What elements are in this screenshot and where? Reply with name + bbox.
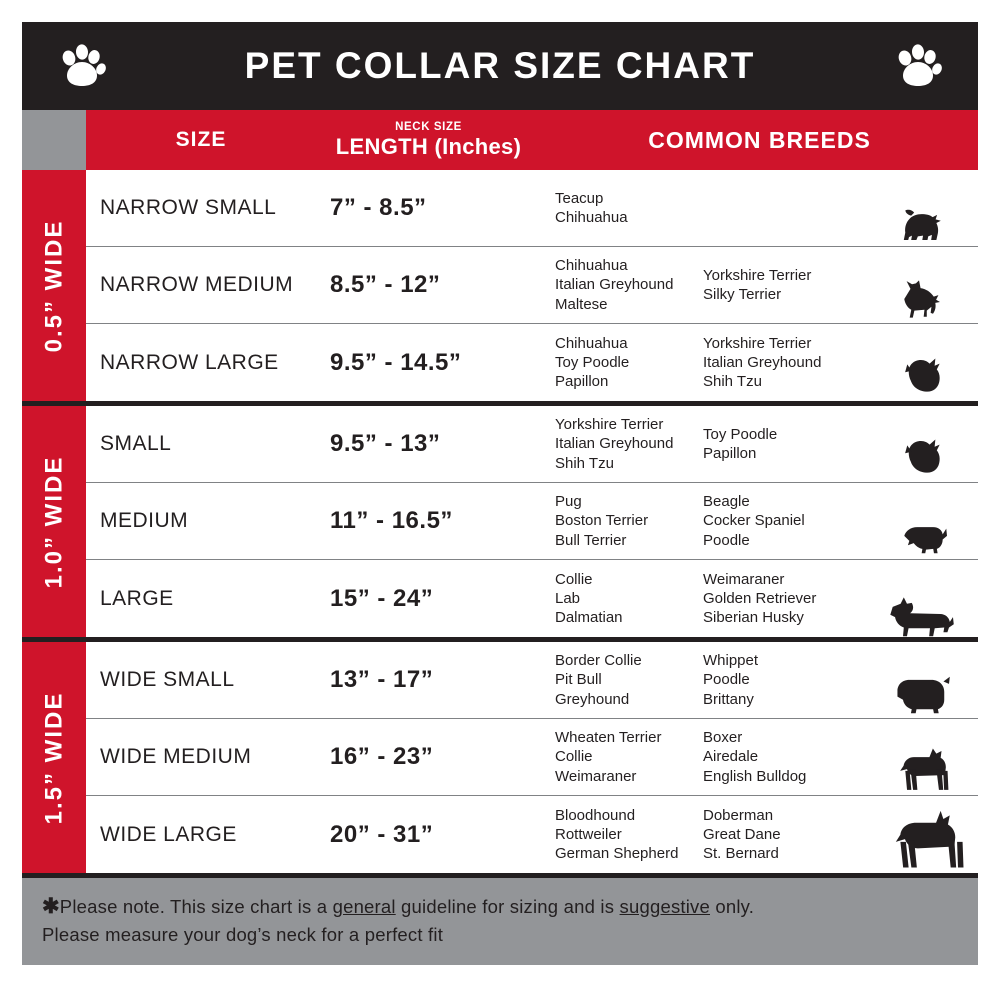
row-size: NARROW SMALL bbox=[100, 196, 277, 219]
table-row bbox=[86, 796, 978, 873]
breed-name: Border Collie bbox=[555, 652, 642, 670]
row-length: 20” - 31” bbox=[330, 820, 434, 848]
row-length: 16” - 23” bbox=[330, 743, 434, 770]
breed-name: Shih Tzu bbox=[555, 454, 614, 472]
bulldog-silhouette-icon bbox=[873, 642, 978, 718]
row-length: 9.5” - 13” bbox=[330, 430, 441, 457]
breed-name: Chihuahua bbox=[555, 334, 628, 352]
row-breeds bbox=[541, 247, 978, 323]
breed-name: Siberian Husky bbox=[703, 609, 804, 627]
table-row bbox=[86, 247, 978, 324]
breed-name: Silky Terrier bbox=[703, 286, 782, 303]
header-neck-length: NECK SIZE LENGTH (Inches) bbox=[316, 110, 541, 170]
row-length: 15” - 24” bbox=[330, 584, 434, 612]
breed-name: Wheaten Terrier bbox=[555, 729, 662, 747]
breed-name: Toy Poodle bbox=[703, 425, 778, 443]
breed-name: Greyhound bbox=[555, 690, 630, 708]
breed-name: Papillon bbox=[555, 373, 609, 391]
table-row bbox=[86, 170, 978, 247]
row-size: SMALL bbox=[100, 432, 172, 455]
row-breeds bbox=[541, 560, 978, 637]
breed-name: St. Bernard bbox=[703, 845, 779, 863]
breed-name: Poodle bbox=[703, 531, 750, 549]
breed-name: Papillon bbox=[703, 445, 757, 462]
width-group bbox=[22, 170, 978, 406]
breed-name: Collie bbox=[555, 748, 593, 766]
asterisk-icon: ✱ bbox=[42, 895, 60, 918]
breed-name: Pug bbox=[555, 493, 582, 511]
row-size: WIDE LARGE bbox=[100, 822, 237, 846]
paw-print-icon bbox=[894, 42, 942, 90]
row-size: NARROW LARGE bbox=[100, 350, 279, 374]
breed-name: Beagle bbox=[703, 493, 750, 511]
breed-name: Chihuahua bbox=[555, 209, 628, 226]
breed-name: Lab bbox=[555, 589, 581, 607]
row-length: 13” - 17” bbox=[330, 666, 434, 693]
breed-name: Yorkshire Terrier bbox=[555, 416, 664, 434]
table-header-row bbox=[22, 110, 978, 170]
breed-name: Boxer bbox=[703, 729, 743, 747]
row-size: LARGE bbox=[100, 586, 174, 610]
doberman-silhouette-icon bbox=[873, 796, 978, 873]
row-breeds bbox=[541, 406, 978, 482]
footnote bbox=[22, 878, 978, 965]
papillon-silhouette-icon bbox=[873, 324, 978, 401]
width-group bbox=[22, 406, 978, 642]
breed-name: English Bulldog bbox=[703, 767, 807, 785]
breed-name: Yorkshire Terrier bbox=[703, 266, 812, 284]
breed-name: Toy Poodle bbox=[555, 353, 630, 371]
breed-name: German Shepherd bbox=[555, 845, 679, 863]
row-size: NARROW MEDIUM bbox=[100, 273, 294, 296]
breed-name: Brittany bbox=[703, 690, 754, 708]
terrier-silhouette-icon bbox=[873, 170, 978, 246]
footnote-line-1: ✱Please note. This size chart is a general guideline for sizing and is suggestive only. bbox=[42, 895, 755, 918]
pug-silhouette-icon bbox=[873, 483, 978, 559]
table-row bbox=[86, 719, 978, 796]
breed-name: Rottweiler bbox=[555, 825, 622, 843]
row-size: WIDE SMALL bbox=[100, 668, 235, 691]
table-row bbox=[86, 642, 978, 719]
table-row bbox=[86, 324, 978, 401]
breed-name: Italian Greyhound bbox=[555, 435, 674, 453]
breed-name: Dalmatian bbox=[555, 609, 623, 627]
breed-name: Golden Retriever bbox=[703, 589, 817, 607]
breed-name: Doberman bbox=[703, 806, 774, 824]
breed-name: Poodle bbox=[703, 671, 750, 689]
row-breeds bbox=[541, 642, 978, 718]
table-row bbox=[86, 483, 978, 560]
row-length: 8.5” - 12” bbox=[330, 271, 441, 298]
row-breeds bbox=[541, 483, 978, 559]
row-size: MEDIUM bbox=[100, 509, 189, 532]
breed-name: Bull Terrier bbox=[555, 531, 627, 549]
row-length: 9.5” - 14.5” bbox=[330, 348, 462, 376]
page-title: PET COLLAR SIZE CHART bbox=[244, 45, 756, 86]
breed-name: Shih Tzu bbox=[703, 373, 762, 391]
row-breeds bbox=[541, 324, 978, 401]
breed-name: Maltese bbox=[555, 295, 608, 313]
retriever-silhouette-icon bbox=[873, 560, 978, 637]
chart-frame bbox=[22, 22, 978, 965]
breed-name: Cocker Spaniel bbox=[703, 512, 805, 530]
group-width-label: 0.5” WIDE bbox=[22, 170, 86, 401]
header-common-breeds: COMMON BREEDS bbox=[541, 110, 978, 170]
width-group bbox=[22, 642, 978, 878]
papillon-silhouette-icon bbox=[873, 406, 978, 482]
header-size: SIZE bbox=[86, 110, 316, 170]
row-size: WIDE MEDIUM bbox=[100, 745, 252, 768]
chihuahua-silhouette-icon bbox=[873, 247, 978, 323]
breed-name: Yorkshire Terrier bbox=[703, 334, 812, 352]
breed-name: Weimaraner bbox=[555, 767, 637, 785]
breed-name: Bloodhound bbox=[555, 806, 636, 824]
paw-print-icon bbox=[58, 42, 106, 90]
row-breeds bbox=[541, 796, 978, 873]
breed-name: Whippet bbox=[703, 652, 759, 670]
row-length: 7” - 8.5” bbox=[330, 194, 427, 221]
group-width-label: 1.0” WIDE bbox=[22, 406, 86, 637]
header-corner-cell bbox=[22, 110, 86, 170]
row-breeds bbox=[541, 170, 978, 246]
row-breeds bbox=[541, 719, 978, 795]
boxer-silhouette-icon bbox=[873, 719, 978, 795]
chart-title-bar bbox=[22, 22, 978, 110]
breed-name: Boston Terrier bbox=[555, 512, 649, 530]
breed-name: Airedale bbox=[703, 748, 759, 766]
breed-name: Italian Greyhound bbox=[555, 276, 674, 294]
breed-name: Teacup bbox=[555, 189, 604, 207]
breed-name: Great Dane bbox=[703, 825, 781, 843]
breed-name: Chihuahua bbox=[555, 257, 628, 275]
group-width-label: 1.5” WIDE bbox=[22, 642, 86, 873]
footnote-line-2: Please measure your dog’s neck for a perfect fit bbox=[42, 924, 444, 946]
breed-name: Collie bbox=[555, 570, 593, 588]
row-length: 11” - 16.5” bbox=[330, 507, 453, 534]
table-row bbox=[86, 560, 978, 637]
breed-name: Pit Bull bbox=[555, 671, 602, 689]
breed-name: Weimaraner bbox=[703, 570, 785, 588]
breed-name: Italian Greyhound bbox=[703, 353, 822, 371]
table-row bbox=[86, 406, 978, 483]
